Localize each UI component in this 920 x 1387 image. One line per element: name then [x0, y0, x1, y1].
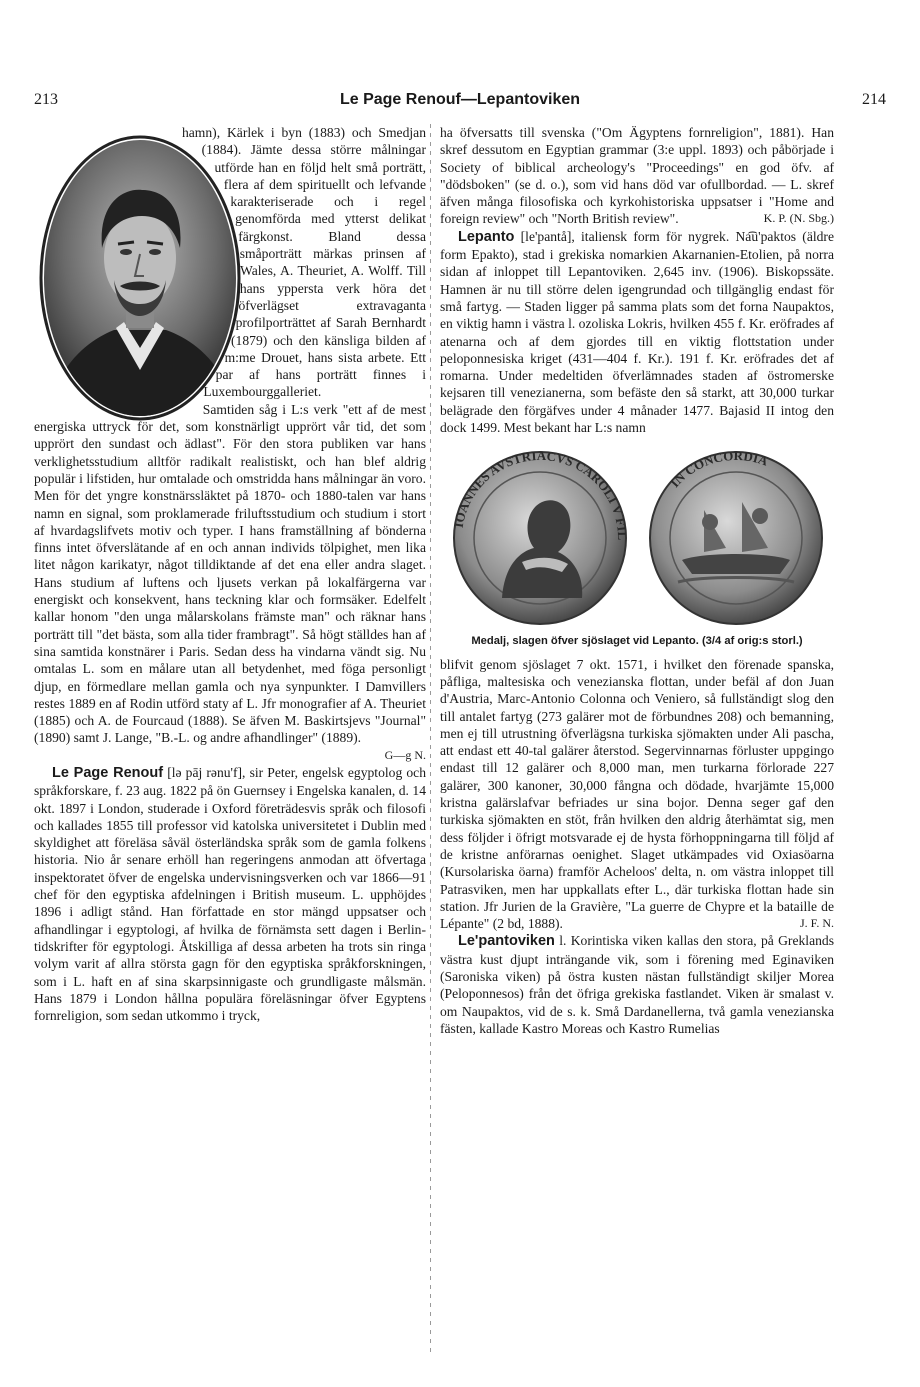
column-divider [430, 124, 431, 1354]
left-column [34, 124, 426, 1024]
article-text: blifvit genom sjöslaget 7 okt. 1571, i hvilket den förenade spanska, påfliga, maltesiska och venezianska flottan, under befäl af don Juan d'Austria, Marc-Antonio Colonna och Veniero, så fullständigt slog den till antalet fartyg (273 galärer mot de förbundnes 208) och bemanning, men ej till utrustning öfverlägsna turkiska sjömakten under Ali pascha, att endast ett 40-tal galärer återstod. Segervinnarnas förluster uppgingo endast till 12 galärer och 8,000 man, men turkarna förlorade 227 galärer, 300 kanoner, 30,000 fångna och dödade, hvarjämte 15,000 kristna galärslafvar befriades ur sina bojor. Denna seger gaf den turkiska sjömakten en stöt, från hvilken den aldrig återhämtat sig, men dess följder i öfrigt motsvarade ej de hysta förhoppningarna till följd af de kristne anförarnas oenighet. Slaget utkämpades vid Oxiasöarna (Kursolariska öarna) framför Acheloos' delta, n. om västra inloppet till Patrasviken, men har uppkallats efter L., där turkiska flottan hade sin station. Jfr Jurien de la Gravière, "La guerre de Chypre et la bataille de Lépante" (2 bd, 1888). [440, 656, 834, 932]
article-text: ha öfversatts till svenska ("Om Ägyptens fornreligion", 1881). Han skref dessutom en Egyptian grammar (3:e uppl. 1893) och påbörjade i Society of biblical archeology's "Proceedings" en god öfv. af "dödsboken" (se d. o.), som vid hans död var ofullbordad. — L. skref äfven många filosofiska och kyrkohistoriska uppsatser i "Home and foreign review" och "North British review". [440, 125, 834, 227]
article-text: [le'pantå], italiensk form för nygrek. Na͡u'paktos (äldre form Epakto), stad i grekiska nomarkien Akarnanien-Etolien, på norra sidan af inloppet till Lepantoviken. 2,645 inv. (1906). Biskopssäte. Hamnen är nu till större delen igengrundad och tillgänglig endast för små fartyg. — Staden ligger på samma plats som det forna Naupaktos, en viktig hamn i västra l. ozoliska Lokris, hvilken 455 f. Kr. eröfrades af atenarna och af dem gjordes till en viktig flottstation under peloponnesiska kriget (431—404 f. Kr.). 191 f. Kr. eröfrades det af romarna. Under medeltiden öfverlämnades staden af östromerske kejsaren till venezianerna, som befäste den så starkt, att 30,000 turkar belägrade den förgäfves under 4 månader 1477. Bajasid II intog den dock 1499. Mest bekant har L:s namn [440, 228, 834, 436]
page-number-left: 213 [34, 91, 58, 108]
headword: Le'pantoviken [458, 933, 555, 950]
headword: Lepanto [458, 228, 515, 245]
author-signature: G—g N. [384, 747, 426, 762]
running-title: Le Page Renouf—Lepantoviken [339, 91, 581, 108]
medal-image [442, 448, 832, 628]
medal-inscription: IOANNES AVSTRIACVS CAROLI V FIL [450, 448, 631, 541]
page-number-right: 214 [862, 91, 886, 108]
author-signature: J. F. N. [799, 916, 834, 931]
article-text: hamn), Kärlek i byn (1883) och Smedjan (1884). Jämte dessa större målningar utförde han en följd helt små porträtt, flera af dem spirituellt och lefvande karakteriserade och i regel genomförda med ytterst delikat färgkonst. Bland dessa småporträtt märkas prinsen af Wales, A. Theuriet, A. Wolff. Till hans yppersta verk höra det öfverlägset extravaganta profilporträttet af Sarah Bernhardt (1879) och den känsliga bilden af m:me Drouet, hans sista arbete. Ett par af hans porträtt finnes i Luxembourggalleriet. [181, 125, 426, 400]
medal-figure [440, 448, 834, 647]
article-text: Samtiden såg i L:s verk "ett af de mest energiska uttryck för det, som konstnärligt upprört vår tid, det som upprört den sundast och ädlast". För den stora publiken var hans verklighetsstudium alltför radikalt realistiskt, och han blef aldrig populär i lifstiden, hur omtalade och omstridda hans målningar än voro. Men för det yngre konstnärssläktet på 1870- och 1880-talen var hans namn en signal, som proklamerade friluftsstudium och studium i stort af hvardagslifvets motiv och typer. I hans framställning af bönderna finns intet öfverslätande af en och annan individs tölpighet, men lika litet någon karikatyr, något tilldiktande af det ena eller andra slaget. Hans studium af luftens och ljusets verkan på lokalfärgerna var energiskt och konsekvent, hans teckning klar och formsäker. Edelfelt kallar honom "den unga målarskolans främste man" och räknar hans porträtt till "det bästa, som alla tider frambragt". Så högt ställdes han af sina samtida konstnärer i Paris. Sedan dess ha vindarna vändt sig. Nu omtalas L. som en målare utan all betydenhet, med föga personligt djup, en förmedlare mellan gamla och nya synpunkter. I Damvillers restes 1889 en af Rodin utförd staty af L. Jfr monografier af A. Theuriet (1885) och A. de Fourcaud (1888). Se äfven M. Baskirtsjevs "Journal" (1890) samt J. Lange, "B.-L. og andre afhandlinger" (1889). [34, 401, 426, 746]
article-text: l. Korintiska viken kallas den stora, på Greklands västra kust djupt inträngande vik, som i förening med Eginaviken (Saroniska viken) på östra kusten nästan fullständigt skiljer Morea (Peloponnesos) från det öfriga grekiska fastlandet. Viken är smalast v. om Naupaktos, vid de s. k. Små Dardanellerna, två gamla venezianska fästen, kallade Kastro Moreas och Kastro Rumelias [440, 933, 834, 1036]
medal-inscription: IN CONCORDIA [666, 448, 771, 491]
headword: Le Page Renouf [52, 764, 164, 781]
right-column [440, 124, 834, 1037]
author-signature: K. P. (N. Sbg.) [763, 211, 834, 226]
figure-caption: Medalj, slagen öfver sjöslaget vid Lepanto. (3/4 af orig:s storl.) [471, 634, 803, 647]
article-text: [lə pāj rənu'f], sir Peter, engelsk egyptolog och språkforskare, f. 23 aug. 1822 på ön Guernsey i Engelska kanalen, d. 14 okt. 1897 i London, studerade i Oxford företrädesvis språk och filosofi och kallades 1855 till professor vid katolska universitetet i Dublin med skyldighet att föreläsa såväl österländska språk som de gamla folkens historia. Nio år senare erhöll han regeringens anmodan att öfvertaga inspektoratet öfver de engelska undervisningsverken och var 1866—91 chef för den egyptiska afdelningen i British museum. L. upphöjdes 1896 i adligt stånd. Han författade en stor mängd uppsatser och afhandlingar i egyptologi, af hvilka de förnämsta sett dagen i Berlin-tidskrifter för egyptologi. Åtskilliga af dessa arbeten ha trots sin ringa volym varit af allra största gagn för den egyptiska språkforskningen, som i L. haft en af sina skarpsinnigaste och grundligaste målsmän. Hans 1879 i London hållna populära föreläsningar öfver Egyptens fornreligion, som sedan utkommo i tryck, [34, 764, 426, 1024]
